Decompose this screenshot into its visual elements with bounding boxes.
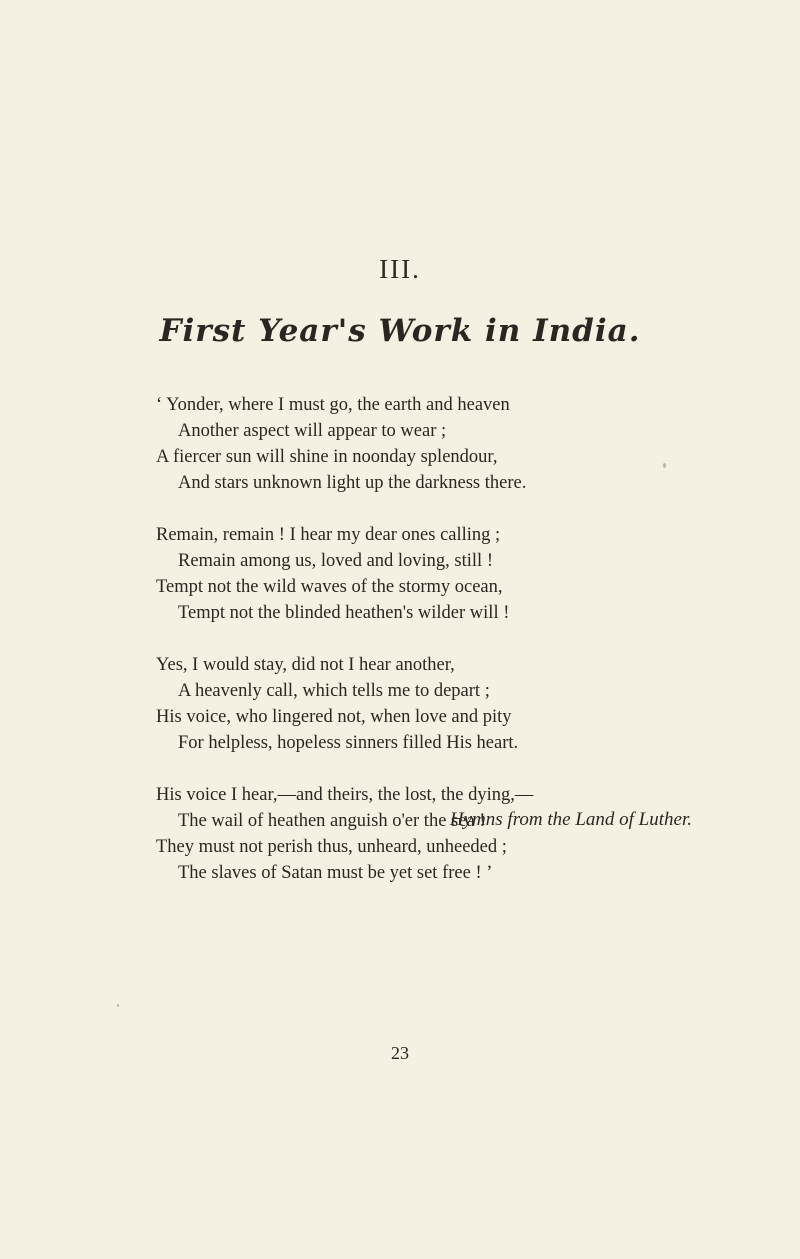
poem-line: Tempt not the wild waves of the stormy ocean, bbox=[156, 577, 503, 597]
poem-line: They must not perish thus, unheard, unheeded ; bbox=[156, 837, 507, 857]
poem-line: Tempt not the blinded heathen's wilder will ! bbox=[178, 603, 510, 623]
poem-line: A heavenly call, which tells me to depart ; bbox=[178, 681, 490, 701]
poem-stanza bbox=[156, 522, 716, 626]
poem-stanza bbox=[156, 392, 716, 496]
chapter-number: III. bbox=[379, 254, 421, 284]
poem-line: For helpless, hopeless sinners filled His heart. bbox=[178, 733, 519, 753]
poem-line: Yes, I would stay, did not I hear another, bbox=[156, 655, 455, 675]
poem-line: Another aspect will appear to wear ; bbox=[178, 421, 447, 441]
poem-stanza bbox=[156, 782, 716, 886]
page-number: 23 bbox=[391, 1043, 409, 1063]
poem-line: ‘ Yonder, where I must go, the earth and heaven bbox=[156, 395, 510, 415]
poem-line: His voice I hear,—and theirs, the lost, the dying,— bbox=[156, 785, 534, 805]
poem-line: Remain among us, loved and loving, still ! bbox=[178, 551, 493, 571]
poem-line: His voice, who lingered not, when love and pity bbox=[156, 707, 512, 727]
poem-line: The slaves of Satan must be yet set free ! ’ bbox=[178, 863, 493, 883]
poem-line: And stars unknown light up the darkness there. bbox=[178, 473, 527, 493]
poem-line: Remain, remain ! I hear my dear ones calling ; bbox=[156, 525, 501, 545]
paper-speck bbox=[117, 1004, 119, 1007]
poem-line: A fiercer sun will shine in noonday splendour, bbox=[156, 447, 498, 467]
poem-line: The wail of heathen anguish o'er the sea ! bbox=[178, 811, 486, 831]
poem-attribution: Hymns from the Land of Luther. bbox=[449, 809, 692, 830]
paper-speck bbox=[663, 463, 666, 468]
chapter-title: First Year's Work in India. bbox=[159, 313, 641, 349]
poem-stanza bbox=[156, 652, 716, 756]
